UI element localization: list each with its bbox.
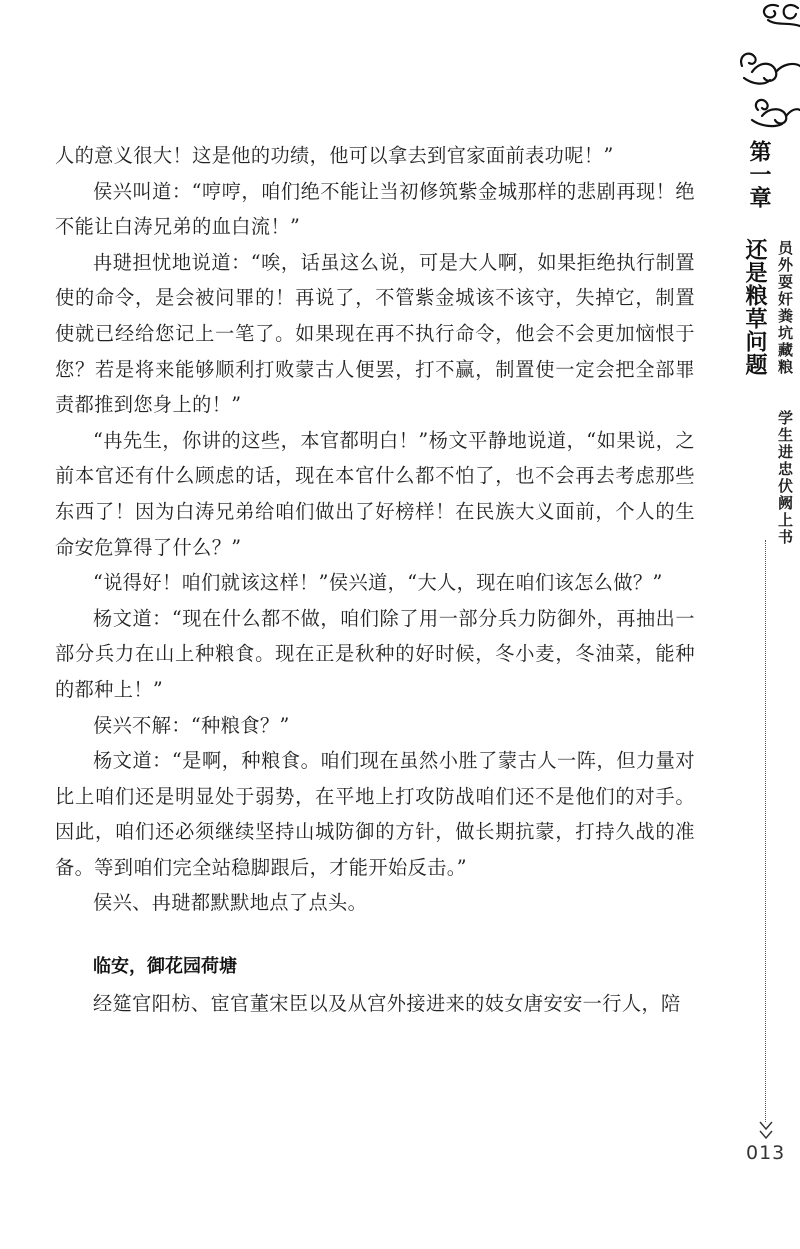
paragraph-4: “冉先生，你讲的这些，本官都明白！”杨文平静地说道，“如果说，之前本官还有什么顾虑的话，现在本官什么都不怕了，也不会再去考虑那些东西了！因为白涛兄弟给咱们做出了好榜样！在民族大义面前，个人的生命安危算得了什么？”: [55, 428, 695, 559]
paragraph-1: 人的意义很大！这是他的功绩，他可以拿去到官家面前表功呢！”: [55, 144, 614, 167]
cloud-ornament-icon: [738, 0, 800, 140]
paragraph-5: “说得好！咱们就该这样！”侯兴道，“大人，现在咱们该怎么做？”: [93, 571, 663, 595]
section-heading: 临安，御花园荷塘: [93, 956, 237, 978]
chapter-title: 还是粮草问题: [742, 238, 768, 376]
paragraph-9: 侯兴、冉琎都默默地点了点头。: [93, 891, 368, 915]
section-first-paragraph: 经筵官阳枋、宦官董宋臣以及从宫外接进来的妓女唐安安一行人，陪: [93, 992, 681, 1016]
paragraph-3: 冉琎担忧地说道：“唉，话虽这么说，可是大人啊，如果拒绝执行制置使的命令，是会被问罪的！再说了，不管紫金城该不该守，失掉它，制置使就已经给您记上一笔了。如果现在再不执行命令，他会不会更加恼恨于您？若是将来能够顺利打败蒙古人便罢，打不赢，制置使一定会把全部罪责都推到您身上的！”: [55, 250, 695, 417]
paragraph-2: 侯兴叫道：“哼哼，咱们绝不能让当初修筑紫金城那样的悲剧再现！绝不能让白涛兄弟的血白流！”: [55, 179, 695, 239]
sub-title-2: 学生进忠伏阙上书: [776, 410, 794, 546]
dotted-rule: [765, 540, 766, 1122]
paragraph-7: 侯兴不解：“种粮食？”: [93, 713, 290, 737]
chapter-margin: [738, 0, 800, 1249]
page-body: [55, 138, 695, 1022]
paragraph-6: 杨文道：“现在什么都不做，咱们除了用一部分兵力防御外，再抽出一部分兵力在山上种粮食。现在正是秋种的好时候，冬小麦，冬油菜，能种的都种上！”: [55, 606, 695, 701]
paragraph-8: 杨文道：“是啊，种粮食。咱们现在虽然小胜了蒙古人一阵，但力量对比上咱们还是明显处于弱势，在平地上打攻防战咱们还不是他们的对手。因此，咱们还必须继续坚持山城防御的方针，做长期抗蒙，打持久战的准备。等到咱们完全站稳脚跟后，才能开始反击。”: [55, 749, 695, 879]
chapter-label: 第一章: [746, 140, 772, 209]
sub-title-1: 员外耍奸粪坑藏粮: [776, 240, 794, 376]
page-number: 013: [746, 1142, 786, 1164]
chevron-down-icon: [756, 1120, 776, 1142]
